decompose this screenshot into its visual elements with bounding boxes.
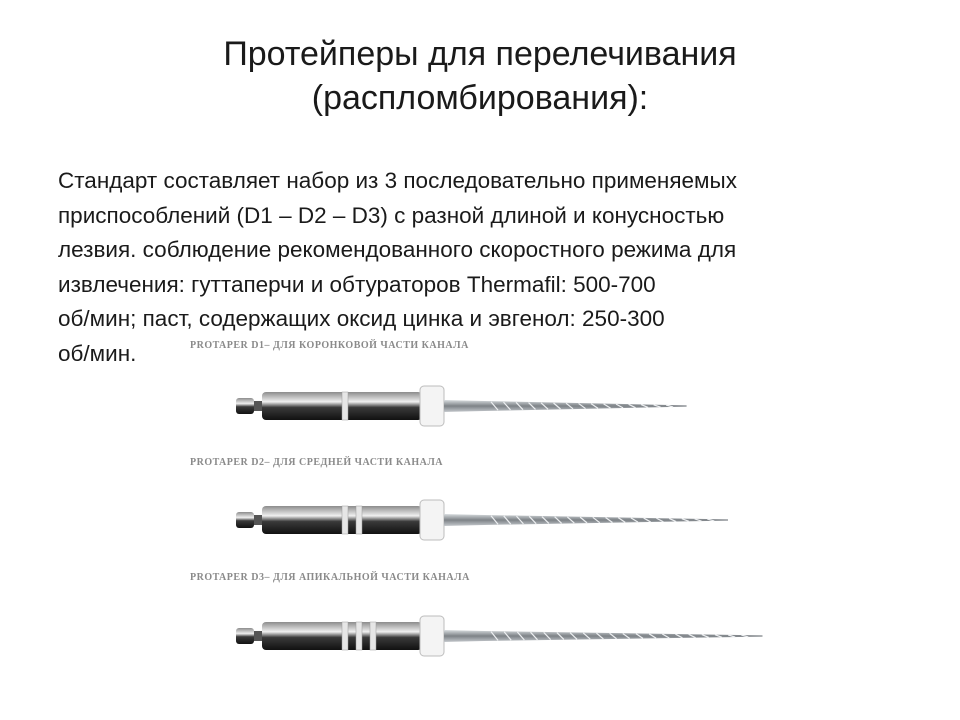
file-latch-end xyxy=(236,398,254,414)
file-collar xyxy=(420,500,444,540)
file-latch-neck xyxy=(254,515,262,525)
body-line-6: об/мин. xyxy=(58,340,137,366)
file-latch-end xyxy=(236,628,254,644)
file-label-d2: PROTAPER D2– ДЛЯ СРЕДНЕЙ ЧАСТИ КАНАЛА xyxy=(190,457,444,468)
body-line-3: лезвия. соблюдение рекомендованного скоростного режима для xyxy=(58,237,737,262)
file-latch-end xyxy=(236,512,254,528)
file-collar xyxy=(420,616,444,656)
file-id-ring xyxy=(356,622,362,650)
slide-title-line-1: Протейперы для перелечивания xyxy=(223,35,737,73)
body-line-1: Стандарт составляет набор из 3 последовательно применяемых xyxy=(58,168,737,193)
file-id-ring xyxy=(342,506,348,534)
file-label-d3: PROTAPER D3– ДЛЯ АПИКАЛЬНОЙ ЧАСТИ КАНАЛА xyxy=(190,572,470,583)
file-id-ring xyxy=(342,622,348,650)
file-blade xyxy=(444,400,687,412)
body-line-5: об/мин; паст, содержащих оксид цинка и эвгенол: 250-300 xyxy=(58,306,665,331)
protaper-d3-file-illustration xyxy=(232,606,792,666)
slide-title xyxy=(120,32,840,120)
file-id-ring xyxy=(342,392,348,420)
protaper-d1-file-illustration xyxy=(232,376,792,436)
file-label-d1: PROTAPER D1– ДЛЯ КОРОНКОВОЙ ЧАСТИ КАНАЛА xyxy=(190,340,469,351)
file-latch-neck xyxy=(254,401,262,411)
file-id-ring xyxy=(356,506,362,534)
file-id-ring xyxy=(370,622,376,650)
file-collar xyxy=(420,386,444,426)
body-line-2: приспособлений (D1 – D2 – D3) с разной длиной и конусностью xyxy=(58,202,725,228)
slide-title-line-2: (распломбирования): xyxy=(311,79,649,117)
body-line-4: извлечения: гуттаперчи и обтураторов Thermafil: 500-700 xyxy=(58,271,656,297)
protaper-d2-file-illustration xyxy=(232,490,792,550)
file-latch-neck xyxy=(254,631,262,641)
